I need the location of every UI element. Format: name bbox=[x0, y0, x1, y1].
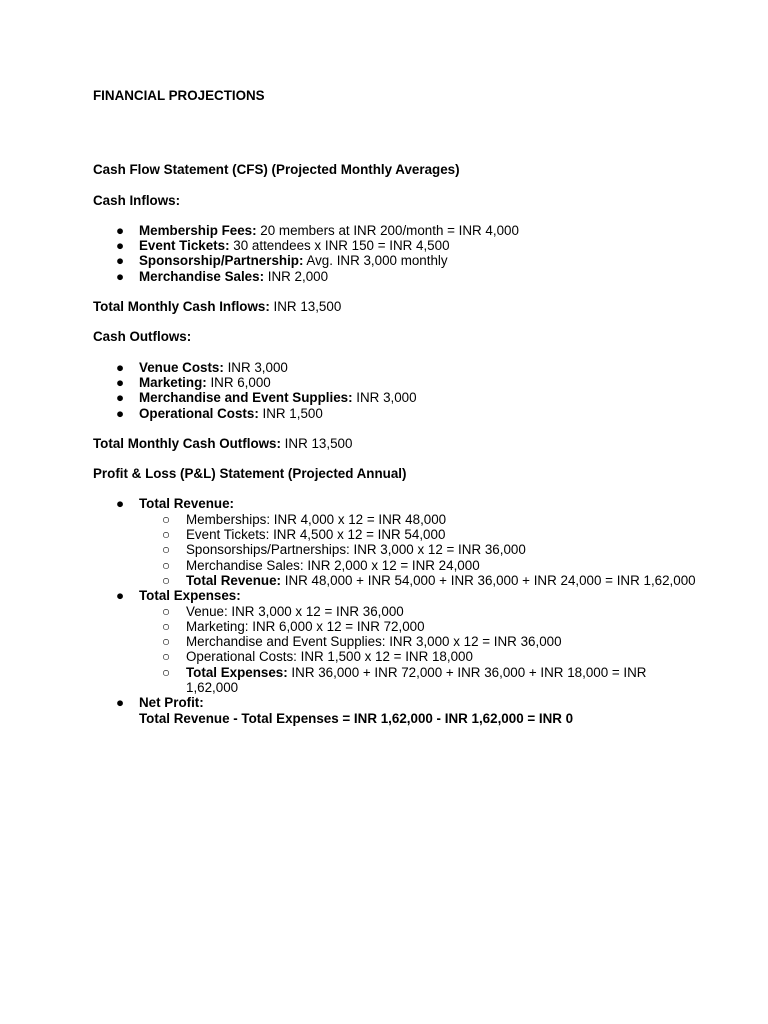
document-title: FINANCIAL PROJECTIONS bbox=[93, 88, 265, 103]
net-profit-formula: Total Revenue - Total Expenses = INR 1,62,000 - INR 1,62,000 = INR 0 bbox=[139, 710, 574, 726]
bullet-icon: ● bbox=[115, 268, 125, 284]
cfs-heading: Cash Flow Statement (CFS) (Projected Monthly Averages) bbox=[93, 162, 460, 178]
list-item bbox=[93, 360, 693, 375]
item-text: INR 2,000 bbox=[264, 268, 329, 284]
pl-heading: Profit & Loss (P&L) Statement (Projected Annual) bbox=[93, 466, 407, 482]
list-item bbox=[93, 375, 693, 390]
item-label: Event Tickets: bbox=[139, 238, 230, 254]
item-text: Merchandise and Event Supplies: INR 3,000 x 12 = INR 36,000 bbox=[186, 634, 562, 650]
pl-list bbox=[93, 496, 696, 726]
net-profit-section bbox=[93, 695, 693, 726]
total-outflows-value: INR 13,500 bbox=[280, 435, 353, 451]
expense-items-list bbox=[139, 604, 693, 696]
item-text: 20 members at INR 200/month = INR 4,000 bbox=[256, 222, 519, 238]
bullet-icon: ● bbox=[115, 588, 125, 604]
list-item bbox=[139, 665, 693, 696]
item-label: Venue Costs: bbox=[139, 359, 224, 375]
item-text: INR 3,000 bbox=[352, 390, 417, 406]
list-item bbox=[139, 619, 693, 634]
total-expenses-section bbox=[93, 588, 693, 695]
item-text: Sponsorships/Partnerships: INR 3,000 x 12 = INR 36,000 bbox=[186, 542, 526, 558]
item-text: 30 attendees x INR 150 = INR 4,500 bbox=[229, 238, 450, 254]
revenue-total-label: Total Revenue: bbox=[186, 572, 281, 588]
list-item bbox=[139, 634, 693, 649]
circle-bullet-icon: ○ bbox=[161, 649, 171, 665]
circle-bullet-icon: ○ bbox=[161, 527, 171, 543]
total-revenue-section bbox=[93, 496, 696, 588]
list-item bbox=[139, 512, 693, 527]
bullet-icon: ● bbox=[115, 390, 125, 406]
bullet-icon: ● bbox=[115, 359, 125, 375]
list-item bbox=[93, 390, 693, 405]
item-label: Merchandise and Event Supplies: bbox=[139, 390, 353, 406]
item-text: Operational Costs: INR 1,500 x 12 = INR 18,000 bbox=[186, 649, 473, 665]
list-item bbox=[139, 572, 696, 588]
bullet-icon: ● bbox=[115, 496, 125, 512]
list-item bbox=[139, 604, 693, 619]
cash-inflows-list bbox=[93, 223, 693, 284]
item-label: Membership Fees: bbox=[139, 222, 257, 238]
item-text: INR 6,000 bbox=[206, 374, 271, 390]
total-revenue-label: Total Revenue: bbox=[139, 496, 234, 512]
cash-outflows-list bbox=[93, 360, 693, 421]
list-item bbox=[93, 253, 693, 268]
document-page bbox=[93, 88, 696, 726]
item-label: Merchandise Sales: bbox=[139, 268, 265, 284]
bullet-icon: ● bbox=[115, 405, 125, 421]
circle-bullet-icon: ○ bbox=[161, 572, 171, 588]
total-inflows-line bbox=[93, 299, 693, 314]
circle-bullet-icon: ○ bbox=[161, 664, 171, 680]
item-text: Merchandise Sales: INR 2,000 x 12 = INR 24,000 bbox=[186, 557, 480, 573]
list-item bbox=[139, 527, 693, 542]
list-item bbox=[139, 542, 693, 557]
item-text: INR 1,500 bbox=[258, 405, 323, 421]
net-profit-label: Net Profit: bbox=[139, 695, 204, 711]
total-inflows-label: Total Monthly Cash Inflows: bbox=[93, 299, 270, 315]
total-outflows-line bbox=[93, 436, 693, 451]
circle-bullet-icon: ○ bbox=[161, 603, 171, 619]
item-text: Venue: INR 3,000 x 12 = INR 36,000 bbox=[186, 603, 404, 619]
item-label: Marketing: bbox=[139, 374, 207, 390]
circle-bullet-icon: ○ bbox=[161, 557, 171, 573]
circle-bullet-icon: ○ bbox=[161, 618, 171, 634]
item-label: Sponsorship/Partnership: bbox=[139, 253, 304, 269]
total-outflows-label: Total Monthly Cash Outflows: bbox=[93, 435, 281, 451]
total-expenses-label: Total Expenses: bbox=[139, 588, 241, 604]
bullet-icon: ● bbox=[115, 374, 125, 390]
item-label: Operational Costs: bbox=[139, 405, 259, 421]
item-text: INR 3,000 bbox=[223, 359, 288, 375]
item-text: Event Tickets: INR 4,500 x 12 = INR 54,000 bbox=[186, 527, 446, 543]
bullet-icon: ● bbox=[115, 222, 125, 238]
item-text: Marketing: INR 6,000 x 12 = INR 72,000 bbox=[186, 618, 425, 634]
revenue-total-text: INR 48,000 + INR 54,000 + INR 36,000 + INR 24,000 = INR 1,62,000 bbox=[281, 572, 696, 588]
circle-bullet-icon: ○ bbox=[161, 634, 171, 650]
expenses-total-text: INR 36,000 + INR 72,000 + INR 36,000 + INR 18,000 = INR 1,62,000 bbox=[186, 664, 647, 696]
list-item bbox=[139, 649, 693, 664]
total-inflows-value: INR 13,500 bbox=[269, 299, 342, 315]
bullet-icon: ● bbox=[115, 253, 125, 269]
list-item bbox=[93, 269, 693, 284]
revenue-items-list bbox=[139, 511, 696, 588]
item-text: Avg. INR 3,000 monthly bbox=[303, 253, 448, 269]
bullet-icon: ● bbox=[115, 695, 125, 711]
item-text: Memberships: INR 4,000 x 12 = INR 48,000 bbox=[186, 511, 447, 527]
circle-bullet-icon: ○ bbox=[161, 542, 171, 558]
expenses-total-label: Total Expenses: bbox=[186, 664, 288, 680]
list-item bbox=[139, 558, 693, 573]
list-item bbox=[93, 406, 693, 421]
list-item bbox=[93, 238, 693, 253]
circle-bullet-icon: ○ bbox=[161, 511, 171, 527]
bullet-icon: ● bbox=[115, 238, 125, 254]
cash-inflows-heading: Cash Inflows: bbox=[93, 192, 181, 208]
list-item bbox=[93, 223, 693, 238]
cash-outflows-heading: Cash Outflows: bbox=[93, 329, 192, 345]
